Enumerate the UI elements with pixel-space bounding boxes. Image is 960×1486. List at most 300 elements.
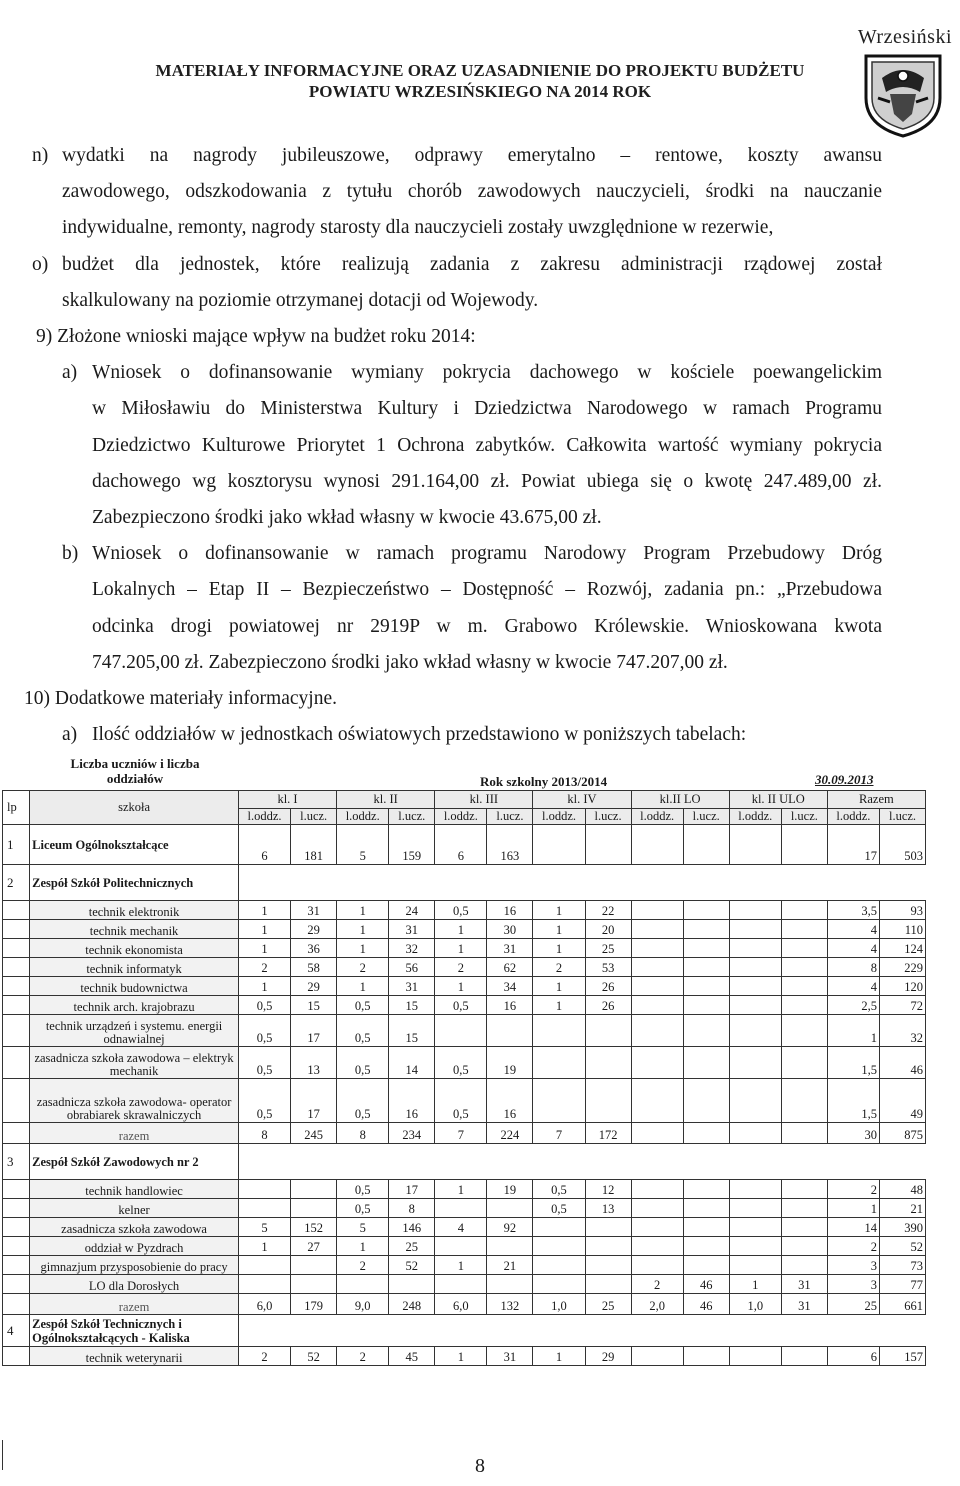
cell-oddz: 1 xyxy=(533,920,585,939)
cell-ucz: 12 xyxy=(585,1180,631,1199)
cell-ucz xyxy=(781,1123,827,1144)
row-lp xyxy=(3,1199,30,1218)
cell-ucz xyxy=(683,1218,729,1237)
cell-oddz: 9,0 xyxy=(337,1294,389,1315)
cell-ucz xyxy=(683,939,729,958)
item-9b-line4: 747.205,00 zł. Zabezpieczono środki jako wkład własny w kwocie 747.207,00 zł. xyxy=(92,651,728,673)
table-row xyxy=(3,1218,926,1237)
row-school-name: technik ekonomista xyxy=(30,939,239,958)
cell-ucz xyxy=(781,939,827,958)
cell-ucz xyxy=(389,1275,435,1294)
cell-oddz xyxy=(729,958,781,977)
item-10a xyxy=(32,717,882,753)
cell-oddz: 30 xyxy=(827,1123,879,1144)
item-9a xyxy=(32,355,882,391)
cell-oddz xyxy=(631,825,683,865)
cell-ucz: 248 xyxy=(389,1294,435,1315)
cell-oddz xyxy=(337,1275,389,1294)
cell-ucz: 120 xyxy=(880,977,926,996)
cell-ucz: 159 xyxy=(389,825,435,865)
row-lp: 4 xyxy=(3,1315,30,1347)
cell-oddz xyxy=(729,1347,781,1366)
cell-oddz: 0,5 xyxy=(337,1015,389,1047)
row-empty-cells xyxy=(238,1144,925,1180)
cell-oddz: 0,5 xyxy=(337,1079,389,1123)
cell-ucz: 15 xyxy=(291,996,337,1015)
item-9b-line3: odcinka drogi powiatowej nr 2919P w m. Grabowo Królewskie. Wnioskowana kwota xyxy=(92,615,882,637)
cell-oddz: 5 xyxy=(337,1218,389,1237)
row-lp xyxy=(3,1180,30,1199)
document-header xyxy=(0,60,960,102)
item-n-line2: zawodowego, odszkodowania z tytułu chorób zawodowych nauczycieli, środki na nauczanie xyxy=(62,181,882,203)
cell-oddz: 0,5 xyxy=(435,1047,487,1079)
cell-oddz xyxy=(631,996,683,1015)
item-o-line2: skalkulowany na poziomie otrzymanej dotacji od Wojewody. xyxy=(62,289,539,311)
cell-ucz xyxy=(781,901,827,920)
subheader-oddz: l.oddz. xyxy=(729,809,781,825)
cell-oddz xyxy=(729,1047,781,1079)
cell-ucz: 25 xyxy=(389,1237,435,1256)
cell-ucz xyxy=(487,1275,533,1294)
cell-oddz: 1 xyxy=(337,1237,389,1256)
cell-ucz xyxy=(487,1199,533,1218)
cell-ucz: 31 xyxy=(487,1347,533,1366)
logo-brand-text: Wrzesiński xyxy=(857,26,952,48)
cell-ucz xyxy=(781,1237,827,1256)
cell-ucz xyxy=(683,1079,729,1123)
cell-ucz xyxy=(781,977,827,996)
row-lp: 1 xyxy=(3,825,30,865)
cell-oddz: 7 xyxy=(435,1123,487,1144)
table-row xyxy=(3,920,926,939)
row-school-name: technik informatyk xyxy=(30,958,239,977)
row-lp xyxy=(3,1294,30,1315)
cell-oddz xyxy=(729,901,781,920)
cell-ucz xyxy=(781,1015,827,1047)
cell-oddz: 1 xyxy=(533,901,585,920)
cell-oddz: 3 xyxy=(827,1256,879,1275)
cell-ucz: 77 xyxy=(880,1275,926,1294)
item-9b xyxy=(32,536,882,572)
cell-ucz xyxy=(781,958,827,977)
row-lp xyxy=(3,1347,30,1366)
cell-ucz: 21 xyxy=(880,1199,926,1218)
cell-oddz xyxy=(631,901,683,920)
item-n-label: n) xyxy=(32,145,49,166)
cell-oddz: 0,5 xyxy=(238,1047,290,1079)
header-group: kl.II LO xyxy=(631,791,729,809)
cell-ucz xyxy=(683,1199,729,1218)
cell-oddz xyxy=(435,1199,487,1218)
row-school-name: technik mechanik xyxy=(30,920,239,939)
cell-ucz: 661 xyxy=(880,1294,926,1315)
cell-oddz: 4 xyxy=(827,920,879,939)
cell-oddz xyxy=(533,1218,585,1237)
cell-ucz xyxy=(781,1347,827,1366)
cell-oddz: 1 xyxy=(435,1256,487,1275)
cell-oddz xyxy=(729,996,781,1015)
cell-ucz xyxy=(683,1347,729,1366)
row-lp xyxy=(3,939,30,958)
cell-ucz: 17 xyxy=(291,1079,337,1123)
cell-oddz xyxy=(238,1199,290,1218)
cell-oddz xyxy=(631,939,683,958)
table-row xyxy=(3,901,926,920)
cell-oddz: 4 xyxy=(827,977,879,996)
cell-ucz: 132 xyxy=(487,1294,533,1315)
header-line-2: POWIATU WRZESIŃSKIEGO NA 2014 ROK xyxy=(308,82,652,101)
cell-ucz xyxy=(683,1237,729,1256)
cell-ucz xyxy=(683,1015,729,1047)
item-n-line1: wydatki na nagrody jubileuszowe, odprawy emerytalno – rentowe, koszty awansu xyxy=(62,145,882,166)
item-10a-text: Ilość oddziałów w jednostkach oświatowych przedstawiono w poniższych tabelach: xyxy=(92,724,747,746)
cell-ucz xyxy=(781,1199,827,1218)
cell-oddz xyxy=(631,1180,683,1199)
header-group: kl. IV xyxy=(533,791,631,809)
cell-oddz: 2 xyxy=(337,1347,389,1366)
item-9a-label: a) xyxy=(62,362,78,384)
item-9b-line1: Wniosek o dofinansowanie w ramach programu Narodowy Program Przebudowy Dróg xyxy=(92,543,882,565)
cell-ucz: 31 xyxy=(487,939,533,958)
cell-oddz: 1 xyxy=(827,1015,879,1047)
cell-oddz xyxy=(729,939,781,958)
table-title-date: 30.09.2013 xyxy=(815,772,874,787)
subheader-oddz: l.oddz. xyxy=(435,809,487,825)
cell-ucz: 110 xyxy=(880,920,926,939)
table-row xyxy=(3,1079,926,1123)
cell-ucz: 15 xyxy=(389,1015,435,1047)
cell-oddz xyxy=(435,1237,487,1256)
subheader-oddz: l.oddz. xyxy=(337,809,389,825)
cell-oddz: 0,5 xyxy=(435,996,487,1015)
row-school-name: gimnazjum przysposobienie do pracy xyxy=(30,1256,239,1275)
cell-ucz: 146 xyxy=(389,1218,435,1237)
cell-oddz: 5 xyxy=(238,1218,290,1237)
cell-ucz: 26 xyxy=(585,977,631,996)
cell-ucz xyxy=(585,1218,631,1237)
cell-ucz xyxy=(585,1079,631,1123)
row-lp xyxy=(3,920,30,939)
cell-oddz xyxy=(435,1015,487,1047)
cell-ucz: 73 xyxy=(880,1256,926,1275)
cell-oddz xyxy=(238,1256,290,1275)
subheader-ucz: l.ucz. xyxy=(487,809,533,825)
cell-oddz: 7 xyxy=(533,1123,585,1144)
cell-oddz: 5 xyxy=(337,825,389,865)
cell-ucz: 875 xyxy=(880,1123,926,1144)
row-lp: 3 xyxy=(3,1144,30,1180)
cell-oddz xyxy=(631,977,683,996)
cell-oddz: 1 xyxy=(435,1347,487,1366)
cell-ucz xyxy=(683,1256,729,1275)
cell-ucz: 172 xyxy=(585,1123,631,1144)
cell-ucz: 13 xyxy=(291,1047,337,1079)
cell-oddz xyxy=(238,1180,290,1199)
row-empty-cells xyxy=(238,1315,925,1347)
subheader-ucz: l.ucz. xyxy=(389,809,435,825)
coat-of-arms-icon xyxy=(860,52,946,138)
subheader-ucz: l.ucz. xyxy=(585,809,631,825)
cell-oddz: 2 xyxy=(827,1237,879,1256)
table-row xyxy=(3,1347,926,1366)
cell-oddz: 1 xyxy=(238,920,290,939)
cell-ucz: 31 xyxy=(781,1294,827,1315)
cell-oddz: 1 xyxy=(435,939,487,958)
header-group: kl. II xyxy=(337,791,435,809)
row-school-name: Zespół Szkół Technicznych i Ogólnokształcących - Kaliska xyxy=(30,1315,239,1347)
cell-oddz: 1 xyxy=(533,996,585,1015)
subheader-ucz: l.ucz. xyxy=(781,809,827,825)
cell-ucz: 22 xyxy=(585,901,631,920)
cell-ucz xyxy=(781,1256,827,1275)
cell-oddz xyxy=(631,1237,683,1256)
row-school-name: technik weterynarii xyxy=(30,1347,239,1366)
cell-oddz: 0,5 xyxy=(533,1199,585,1218)
section-10-heading: 10) Dodatkowe materiały informacyjne. xyxy=(24,688,337,710)
cell-oddz: 0,5 xyxy=(238,996,290,1015)
header-group: kl. III xyxy=(435,791,533,809)
item-n-line3: indywidualne, remonty, nagrody starosty dla nauczycieli zostały uwzględnione w rezerwie, xyxy=(62,217,774,239)
cell-oddz: 3 xyxy=(827,1275,879,1294)
row-school-name: oddział w Pyzdrach xyxy=(30,1237,239,1256)
subheader-oddz: l.oddz. xyxy=(238,809,290,825)
cell-oddz xyxy=(631,958,683,977)
cell-oddz xyxy=(631,920,683,939)
cell-ucz: 152 xyxy=(291,1218,337,1237)
item-9a-line2: w Miłosławiu do Ministerstwa Kultury i Dziedzictwa Narodowego w ramach Programu xyxy=(92,398,882,420)
row-school-name: Zespół Szkół Zawodowych nr 2 xyxy=(30,1144,239,1180)
cell-oddz xyxy=(631,1015,683,1047)
table-row xyxy=(3,996,926,1015)
cell-ucz: 21 xyxy=(487,1256,533,1275)
cell-oddz: 1 xyxy=(238,977,290,996)
item-o-line1: budżet dla jednostek, które realizują zadania z zakresu administracji rządowej został xyxy=(62,253,882,275)
table-row xyxy=(3,1294,926,1315)
table-row xyxy=(3,958,926,977)
table-header-row-1 xyxy=(3,791,926,809)
section-9-heading: 9) Złożone wnioski mające wpływ na budżet roku 2014: xyxy=(36,326,476,348)
cell-ucz xyxy=(291,1180,337,1199)
cell-ucz: 31 xyxy=(781,1275,827,1294)
table-title-left: Liczba uczniów i liczba oddziałów xyxy=(70,756,200,786)
cell-oddz: 1 xyxy=(729,1275,781,1294)
cell-oddz: 2 xyxy=(238,958,290,977)
cell-oddz: 0,5 xyxy=(337,1199,389,1218)
cell-ucz: 157 xyxy=(880,1347,926,1366)
cell-oddz: 0,5 xyxy=(337,1180,389,1199)
cell-ucz xyxy=(585,1275,631,1294)
item-9a-line4: dachowego wg kosztorysu wynosi 291.164,00 zł. Powiat ubiega się o kwotę 247.489,00 zł. xyxy=(92,470,882,492)
cell-ucz: 13 xyxy=(585,1199,631,1218)
cell-ucz: 25 xyxy=(585,1294,631,1315)
cell-ucz xyxy=(585,825,631,865)
cell-oddz: 1 xyxy=(337,939,389,958)
cell-ucz xyxy=(291,1199,337,1218)
cell-oddz: 8 xyxy=(827,958,879,977)
cell-ucz xyxy=(585,1237,631,1256)
item-n xyxy=(32,138,882,174)
cell-oddz: 17 xyxy=(827,825,879,865)
cell-oddz: 0,5 xyxy=(337,996,389,1015)
row-lp xyxy=(3,958,30,977)
cell-ucz: 27 xyxy=(291,1237,337,1256)
cell-ucz: 58 xyxy=(291,958,337,977)
cell-oddz xyxy=(729,1256,781,1275)
cell-oddz: 8 xyxy=(337,1123,389,1144)
cell-oddz: 14 xyxy=(827,1218,879,1237)
header-line-1: MATERIAŁY INFORMACYJNE ORAZ UZASADNIENIE DO PROJEKTU BUDŻETU xyxy=(155,61,805,80)
cell-ucz: 234 xyxy=(389,1123,435,1144)
cell-oddz: 2 xyxy=(435,958,487,977)
cell-ucz: 224 xyxy=(487,1123,533,1144)
cell-oddz: 2 xyxy=(631,1275,683,1294)
cell-ucz xyxy=(683,1123,729,1144)
cell-ucz xyxy=(683,825,729,865)
cell-oddz xyxy=(533,1237,585,1256)
cell-oddz: 1 xyxy=(238,939,290,958)
cell-ucz: 62 xyxy=(487,958,533,977)
cell-oddz: 6,0 xyxy=(435,1294,487,1315)
cell-oddz xyxy=(533,1256,585,1275)
cell-oddz xyxy=(435,1275,487,1294)
cell-ucz: 179 xyxy=(291,1294,337,1315)
cell-oddz: 1 xyxy=(533,939,585,958)
cell-oddz xyxy=(533,825,585,865)
cell-oddz xyxy=(631,1199,683,1218)
cell-oddz xyxy=(533,1275,585,1294)
row-school-name: technik urządzeń i systemu. energii odnawialnej xyxy=(30,1015,239,1047)
table-row xyxy=(3,1199,926,1218)
item-o xyxy=(32,247,882,283)
cell-ucz: 163 xyxy=(487,825,533,865)
row-lp xyxy=(3,1079,30,1123)
cell-ucz: 29 xyxy=(291,920,337,939)
cell-ucz: 31 xyxy=(389,920,435,939)
table-row xyxy=(3,1047,926,1079)
cell-oddz: 1 xyxy=(337,901,389,920)
table-title-school-year: Rok szkolny 2013/2014 xyxy=(480,774,608,789)
cell-ucz: 24 xyxy=(389,901,435,920)
cell-ucz: 19 xyxy=(487,1047,533,1079)
item-9a-line1: Wniosek o dofinansowanie wymiany pokrycia dachowego w kościele poewangelickim xyxy=(92,362,882,384)
cell-ucz xyxy=(683,1180,729,1199)
cell-ucz: 19 xyxy=(487,1180,533,1199)
table-row xyxy=(3,1237,926,1256)
cell-oddz: 0,5 xyxy=(435,1079,487,1123)
cell-oddz xyxy=(533,1079,585,1123)
cell-oddz: 3,5 xyxy=(827,901,879,920)
row-school-name: razem xyxy=(30,1123,239,1144)
cell-oddz xyxy=(729,1199,781,1218)
table-row xyxy=(3,1256,926,1275)
row-lp: 2 xyxy=(3,865,30,901)
item-10a-label: a) xyxy=(62,724,78,746)
cell-ucz: 53 xyxy=(585,958,631,977)
cell-ucz: 8 xyxy=(389,1199,435,1218)
cell-oddz: 0,5 xyxy=(238,1015,290,1047)
cell-ucz: 34 xyxy=(487,977,533,996)
cell-ucz: 93 xyxy=(880,901,926,920)
cell-oddz: 1 xyxy=(435,1180,487,1199)
cell-ucz xyxy=(781,996,827,1015)
row-school-name: razem xyxy=(30,1294,239,1315)
row-lp xyxy=(3,1275,30,1294)
cell-oddz xyxy=(533,1047,585,1079)
table-row xyxy=(3,1180,926,1199)
table-row xyxy=(3,1315,926,1347)
cell-ucz: 48 xyxy=(880,1180,926,1199)
cell-ucz xyxy=(683,1047,729,1079)
cell-ucz xyxy=(781,1047,827,1079)
cell-ucz: 46 xyxy=(683,1275,729,1294)
table-row xyxy=(3,977,926,996)
cell-ucz: 229 xyxy=(880,958,926,977)
table-row xyxy=(3,939,926,958)
cell-ucz: 245 xyxy=(291,1123,337,1144)
subheader-ucz: l.ucz. xyxy=(880,809,926,825)
subheader-oddz: l.oddz. xyxy=(533,809,585,825)
cell-oddz: 8 xyxy=(238,1123,290,1144)
header-lp: lp xyxy=(3,791,30,825)
row-school-name: zasadnicza szkoła zawodowa – elektryk mechanik xyxy=(30,1047,239,1079)
item-9b-label: b) xyxy=(62,543,79,565)
cell-oddz xyxy=(729,1015,781,1047)
cell-oddz xyxy=(631,1123,683,1144)
row-lp xyxy=(3,1015,30,1047)
row-school-name: technik elektronik xyxy=(30,901,239,920)
cell-oddz: 1 xyxy=(238,1237,290,1256)
cell-oddz: 4 xyxy=(435,1218,487,1237)
cell-ucz: 390 xyxy=(880,1218,926,1237)
cell-ucz xyxy=(487,1015,533,1047)
cell-ucz: 52 xyxy=(389,1256,435,1275)
cell-ucz: 16 xyxy=(487,1079,533,1123)
body-text xyxy=(24,138,882,753)
item-9b-line2: Lokalnych – Etap II – Bezpieczeństwo – Dostępność – Rozwój, zadania pn.: „Przebudowa xyxy=(92,579,882,601)
cell-ucz xyxy=(683,920,729,939)
cell-ucz xyxy=(683,958,729,977)
cell-oddz: 4 xyxy=(827,939,879,958)
cell-ucz: 32 xyxy=(389,939,435,958)
cell-oddz: 1 xyxy=(435,920,487,939)
header-group: Razem xyxy=(827,791,925,809)
cell-ucz xyxy=(781,920,827,939)
row-school-name: Zespół Szkół Politechnicznych xyxy=(30,865,239,901)
cell-oddz xyxy=(729,825,781,865)
cell-oddz xyxy=(729,1123,781,1144)
cell-ucz xyxy=(683,996,729,1015)
table-row xyxy=(3,825,926,865)
row-lp xyxy=(3,1237,30,1256)
cell-oddz: 1 xyxy=(827,1199,879,1218)
row-school-name: zasadnicza szkoła zawodowa xyxy=(30,1218,239,1237)
table-row xyxy=(3,865,926,901)
cell-ucz: 181 xyxy=(291,825,337,865)
cell-oddz: 6 xyxy=(435,825,487,865)
cell-oddz xyxy=(631,1218,683,1237)
header-group: kl. I xyxy=(238,791,336,809)
cell-oddz xyxy=(729,977,781,996)
row-lp xyxy=(3,901,30,920)
cell-ucz: 92 xyxy=(487,1218,533,1237)
cell-ucz: 31 xyxy=(389,977,435,996)
row-empty-cells xyxy=(238,865,925,901)
cell-ucz: 29 xyxy=(291,977,337,996)
cell-ucz: 17 xyxy=(291,1015,337,1047)
cell-ucz: 72 xyxy=(880,996,926,1015)
cell-ucz xyxy=(487,1237,533,1256)
cell-oddz xyxy=(533,1015,585,1047)
